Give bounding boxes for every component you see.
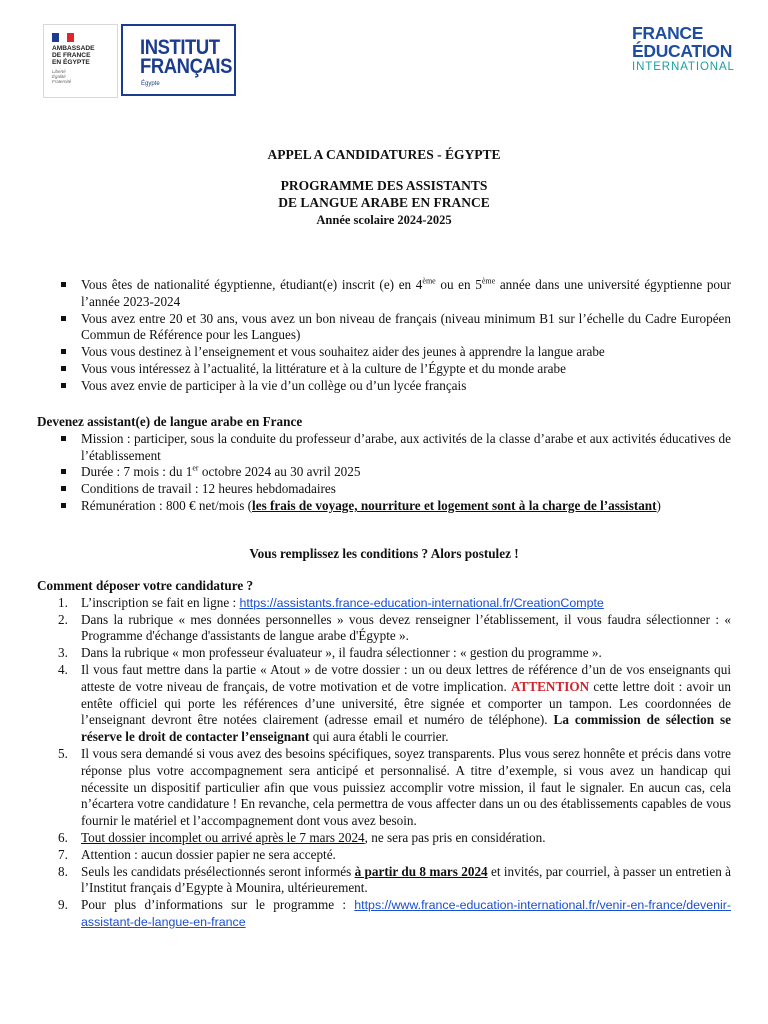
step7-text: Attention : aucun dossier papier ne sera accepté. — [81, 846, 336, 862]
step1-text: L’inscription se fait en ligne : — [81, 594, 240, 610]
institut-logo-line: INSTITUT — [140, 36, 220, 59]
document-title: APPEL A CANDIDATURES - ÉGYPTE — [267, 147, 501, 162]
eligibility-item: Vous vous intéressez à l’actualité, la littérature et à la culture de l’Égypte et du monde arabe — [37, 361, 731, 378]
fei-logo-line: ÉDUCATION — [632, 41, 733, 61]
ambassade-logo — [43, 24, 118, 98]
pay-item — [37, 498, 731, 515]
apply-step: 5. Il vous sera demandé si vous avez des besoins spécifiques, soyez transparents. Plus vous serez honnête et précis dans votre réponse plus votre accompagnement sera anticipé et personnalisé. A titre d’exemple, si vous avez un handicap qui nécessite un dispositif particulier afin que vous puissiez accomplir votre mission, il faut le signaler. En aucun cas, cela n’écartera votre candidature ! En revanche, cela permettra de vous affecter dans un ou des établissements capables de vous fournir le matériel et l’accompagnement dont vous avez besoin. — [58, 745, 731, 829]
institut-francais-logo — [121, 24, 236, 96]
apply-step: 1. L’inscription se fait en ligne : https://assistants.france-education-international.fr/CreationCompte — [58, 594, 604, 610]
eligibility-list — [37, 277, 731, 395]
eligibility-list-container — [37, 277, 731, 395]
duration-item: Durée : 7 mois : du 1er octobre 2024 au 30 avril 2025 — [37, 464, 731, 481]
motto-line: Liberté — [52, 69, 66, 74]
apply-step: 3. Dans la rubrique « mon professeur évaluateur », il faudra sélectionner : « gestion du programme ». — [58, 645, 602, 661]
callout-apply: Vous remplissez les conditions ? Alors postulez ! — [249, 546, 519, 561]
ambassade-line: EN ÉGYPTE — [52, 59, 90, 67]
apply-step: 4. Il vous faut mettre dans la partie « Atout » de votre dossier : un ou deux lettres de référence d’un de vos enseignants qui atteste de votre niveau de français, de votre motivation et de votre implication. ATTENTION cette lettre doit : avoir un entête officiel qui porte les références d’une université, être signée et comporter un tampon. Les coordonnées de l’enseignant devront être notées clairement (adresse email et numéro de téléphone). La commission de sélection se réserve le droit de contacter l’enseignant qui aura établi le courrier. — [58, 661, 732, 745]
step4-text: cette lettre doit : avoir un entête officiel qui porte les références d’une université, être signée et comporter un tampon. Les coordonnées de l’enseignant devront être notées clairement (adresse email et numéro de téléphone). — [81, 678, 731, 728]
step4-text: qui aura établi le courrier. — [309, 729, 449, 745]
apply-step: 6. Tout dossier incomplet ou arrivé après le 7 mars 2024, ne sera pas pris en considération. — [58, 829, 546, 845]
motto-line: Fraternité — [52, 79, 72, 84]
motto-line: Égalité — [52, 74, 66, 79]
french-flag-icon — [52, 33, 74, 42]
ambassade-line: DE FRANCE — [52, 52, 91, 60]
school-year: Année scolaire 2024-2025 — [316, 213, 452, 227]
step8-text: et invités, par courriel, à passer un entretien à l’Institut français d’Egypte à Mounira, ultérieurement. — [81, 863, 732, 896]
institut-logo-line: FRANÇAIS — [140, 55, 232, 78]
commission-note: La commission de sélection se réserve le droit de contacter l’enseignant — [81, 712, 732, 745]
pay-charges-note: les frais de voyage, nourriture et logement sont à la charge de l’assistant — [252, 497, 657, 513]
step5-text: Il vous sera demandé si vous avez des besoins spécifiques, soyez transparents. Plus vous serez honnête et précis dans votre réponse plus votre accompagnement sera anticipé et personnalisé. A titre d’exemple, si vous avez un handicap qui nécessite un dispositif particulier afin que vous puissiez accomplir votre mission, il faut le signaler. En aucun cas, cela n’écartera votre candidature ! En revanche, cela permettra de vous affecter dans un ou des établissements capables de vous fournir le matériel et l’accompagnement dont vous avez besoin. — [81, 745, 731, 829]
pay-prefix: Rémunération : 800 € net/mois ( — [81, 497, 253, 513]
step3-text: Dans la rubrique « mon professeur évaluateur », il faudra sélectionner : « gestion du programme ». — [81, 645, 602, 661]
logo-bar — [0, 0, 768, 110]
ambassade-line: AMBASSADE — [52, 45, 95, 52]
step2-text: Dans la rubrique « mes données personnelles » vous devez renseigner l’établissement, il vous faudra sélectionner : « Programme d'échange d'assistants de langue arabe d'Égypte ». — [81, 611, 731, 644]
eligibility-item: Vous avez entre 20 et 30 ans, vous avez un bon niveau de français (niveau minimum B1 sur l’échelle du Cadre Européen Commun de Référence pour les Langues) — [37, 311, 731, 345]
mission-item: Mission : participer, sous la conduite du professeur d’arabe, aux activités de la classe d’arabe et aux activités éducatives de l’établissement — [37, 431, 731, 465]
program-title-line1: PROGRAMME DES ASSISTANTS — [280, 178, 488, 193]
apply-section-title: Comment déposer votre candidature ? — [37, 578, 254, 593]
eligibility-item: Vous avez envie de participer à la vie d’un collège ou d’un lycée français — [37, 378, 731, 395]
fei-logo-line: FRANCE — [632, 23, 704, 43]
assistant-section — [37, 414, 731, 515]
eligibility-item: Vous vous destinez à l’enseignement et vous souhaitez aider des jeunes à apprendre la langue arabe — [37, 344, 731, 361]
deadline-note: Tout dossier incomplet ou arrivé après le 7 mars 2024 — [81, 829, 365, 845]
assistant-section-title: Devenez assistant(e) de langue arabe en France — [37, 414, 303, 429]
step9-text: Pour plus d’informations sur le programme : — [81, 897, 355, 913]
apply-step: 8. Seuls les candidats présélectionnés seront informés à partir du 8 mars 2024 et invités, par courriel, à passer un entretien à l’Institut français d’Egypte à Mounira, ultérieurement. — [58, 863, 732, 896]
step6-text: , ne sera pas pris en considération. — [364, 829, 546, 845]
apply-steps-list — [37, 595, 731, 931]
apply-step: 2. Dans la rubrique « mes données personnelles » vous devez renseigner l’établissement, il vous faudra sélectionner : « Programme d'échange d'assistants de langue arabe d'Égypte ». — [58, 611, 731, 644]
apply-step: 7. Attention : aucun dossier papier ne sera accepté. — [58, 846, 336, 862]
selection-date: à partir du 8 mars 2024 — [354, 863, 488, 879]
institut-logo-country: Égypte — [141, 81, 160, 87]
assistant-details-list — [37, 431, 731, 515]
registration-link[interactable]: https://assistants.france-education-international.fr/CreationCompte — [239, 595, 604, 610]
conditions-item: Conditions de travail : 12 heures hebdomadaires — [37, 481, 731, 498]
apply-section — [37, 578, 731, 931]
program-info-link[interactable]: https://www.france-education-international.fr/venir-en-france/devenir-assistant-de-langue-en-france — [81, 898, 731, 929]
program-title-line2: DE LANGUE ARABE EN FRANCE — [278, 195, 490, 210]
step8-text: Seuls les candidats présélectionnés seront informés — [81, 863, 355, 879]
eligibility-item: Vous êtes de nationalité égyptienne, étudiant(e) inscrit (e) en 4ème ou en 5ème année dans une université égyptienne pour l’année 2023-2024 — [37, 277, 731, 311]
apply-step: 9. Pour plus d’informations sur le programme : https://www.france-education-international.fr/venir-en-france/devenir-assistant-de-langue-en-france — [58, 897, 731, 929]
step4-text: Il vous faut mettre dans la partie « Atout » de votre dossier : un ou deux lettres de référence d’un de vos enseignants qui atteste de votre niveau de français, de votre motivation et de votre implication. — [81, 661, 731, 694]
attention-label: ATTENTION — [510, 678, 590, 694]
pay-suffix: ) — [656, 497, 661, 513]
fei-logo-line: INTERNATIONAL — [632, 61, 735, 73]
france-education-international-logo — [632, 24, 748, 80]
